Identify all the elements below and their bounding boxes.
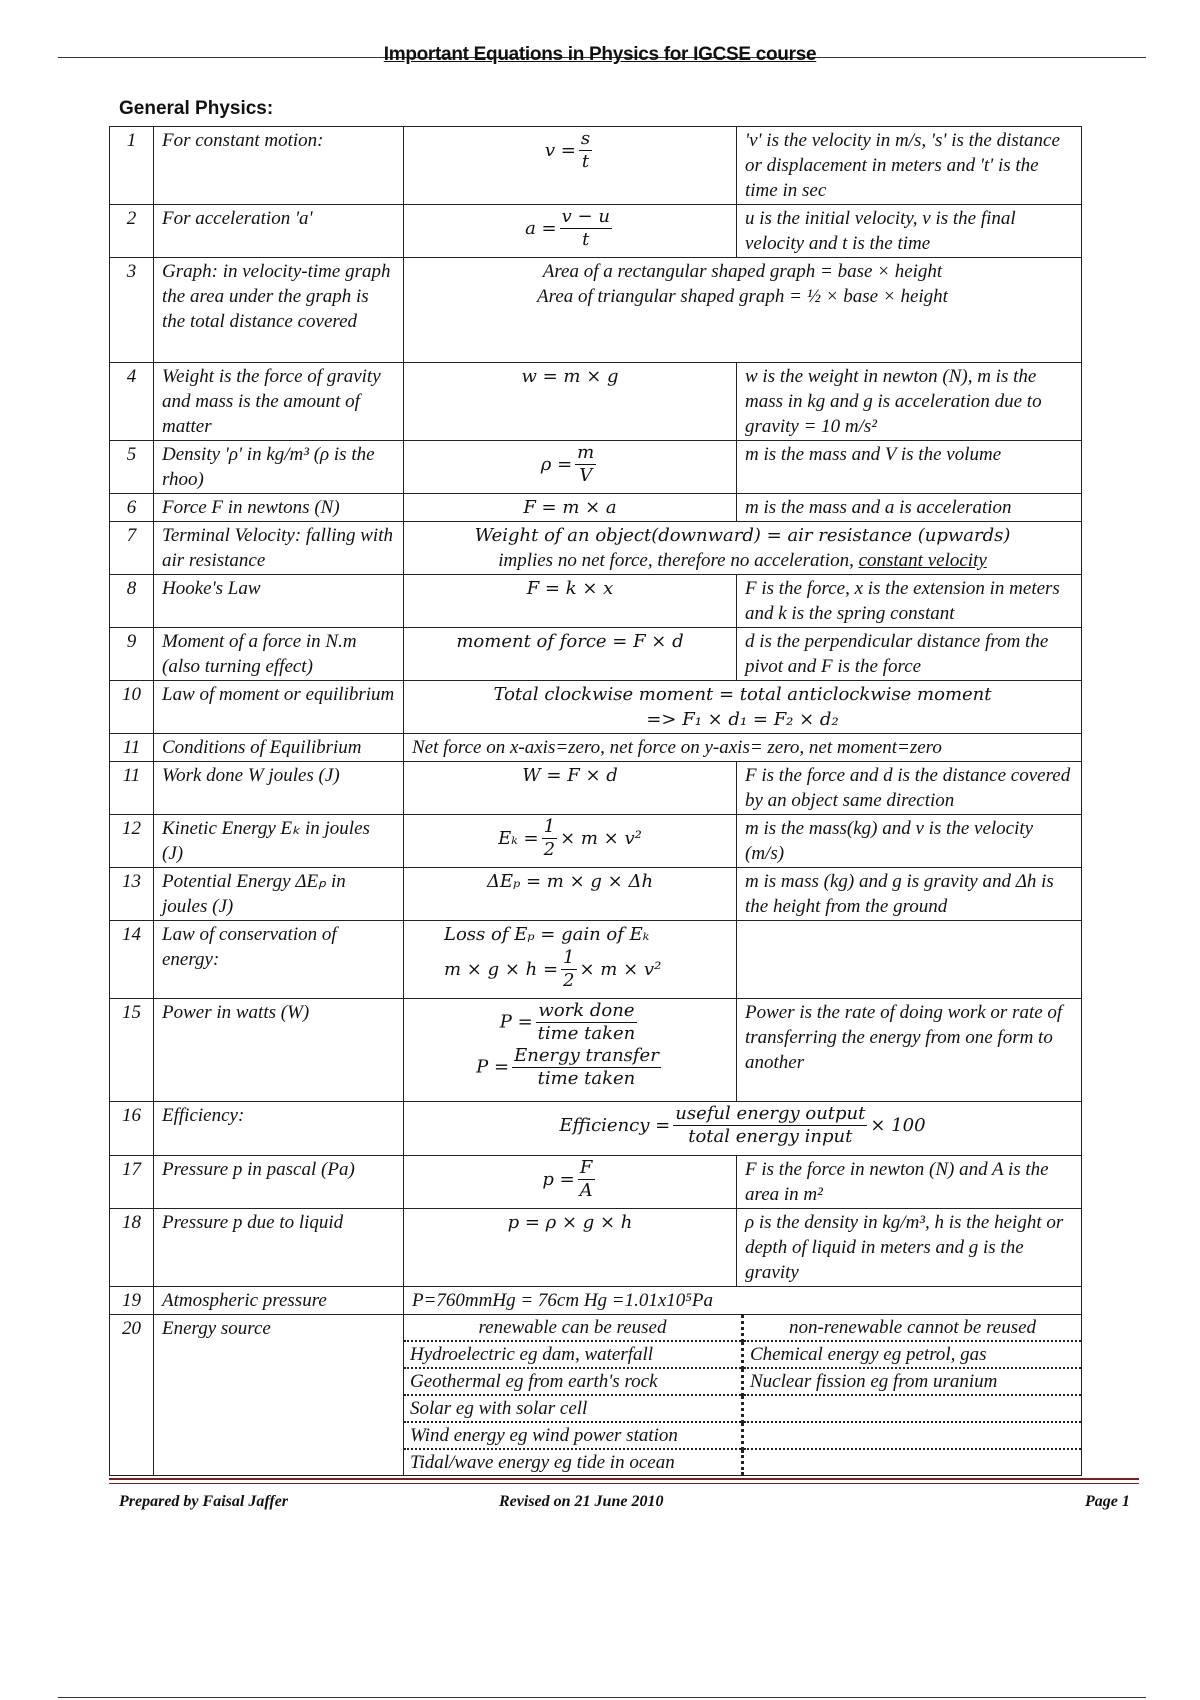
row-topic: Work done W joules (J) [154,762,404,815]
nonrenewable-item [743,1395,1082,1422]
row-number: 10 [110,681,154,734]
row-formula: Weight of an object(downward) = air resistance (upwards) implies no net force, therefore no acceleration, constant velocity [404,522,1082,575]
row-description: d is the perpendicular distance from the pivot and F is the force [737,628,1082,681]
row-description: Power is the rate of doing work or rate of transferring the energy from one form to another [737,999,1082,1102]
table-row [110,815,1082,868]
row-number: 8 [110,575,154,628]
row-number: 2 [110,205,154,258]
energy-source-cell [404,1315,1082,1476]
row-topic: Moment of a force in N.m (also turning effect) [154,628,404,681]
footer-revised: Revised on 21 June 2010 [499,1493,664,1510]
nonrenewable-item [743,1422,1082,1449]
table-row [110,363,1082,441]
row-number: 6 [110,494,154,522]
nonrenewable-item: Chemical energy eg petrol, gas [743,1341,1082,1368]
row-formula: P = $\frac{\text{work done}}{\text{time taken}}$ P = $\frac{\text{Energy transfer}}{\text{time taken}}$ [404,999,737,1102]
row-description: m is the mass and a is acceleration [737,494,1082,522]
row-formula: F = k × x [404,575,737,628]
table-row [110,1156,1082,1209]
row-number: 17 [110,1156,154,1209]
row-formula: W = F × d [404,762,737,815]
table-row [110,494,1082,522]
row-number: 1 [110,127,154,205]
row-formula: P=760mmHg = 76cm Hg =1.01x10⁵Pa [404,1287,1082,1315]
row-topic: For constant motion: [154,127,404,205]
list-item [404,1449,1081,1475]
footer-rule [109,1478,1139,1480]
equations-table [109,126,1082,1476]
row-topic: Terminal Velocity: falling with air resistance [154,522,404,575]
row-description: w is the weight in newton (N), m is the mass in kg and g is acceleration due to gravity = 10 m/s² [737,363,1082,441]
section-title: General Physics: [119,98,274,119]
row-formula: F = m × a [404,494,737,522]
row-formula: moment of force = F × d [404,628,737,681]
footer-rule [109,1483,1139,1484]
renewable-item: Tidal/wave energy eg tide in ocean [404,1449,743,1475]
nonrenewable-header: non-renewable cannot be reused [743,1315,1082,1341]
row-topic: Hooke's Law [154,575,404,628]
row-topic: Potential Energy ΔEₚ in joules (J) [154,868,404,921]
row-formula: Eₖ = $\frac{1}{2}$ × m × v² [404,815,737,868]
table-row [110,127,1082,205]
row-topic: Density 'ρ' in kg/m³ (ρ is the rhoo) [154,441,404,494]
row-formula: v = $\frac{s}{t}$ [404,127,737,205]
row-formula: p = $\frac{F}{A}$ [404,1156,737,1209]
row-formula: Efficiency = $\frac{\text{useful energy output}}{\text{total energy input}}$ × 100 [404,1102,1082,1156]
row-topic: Graph: in velocity-time graph the area under the graph is the total distance covered [154,258,404,363]
list-item [404,1422,1081,1449]
row-number: 15 [110,999,154,1102]
row-number: 14 [110,921,154,999]
renewable-header: renewable can be reused [404,1315,743,1341]
footer-author: Prepared by Faisal Jaffer [119,1493,289,1510]
row-number: 4 [110,363,154,441]
row-topic: Pressure p in pascal (Pa) [154,1156,404,1209]
row-description: F is the force, x is the extension in meters and k is the spring constant [737,575,1082,628]
table-row [110,1209,1082,1287]
table-row [110,522,1082,575]
document-title: Important Equations in Physics for IGCSE course [383,44,817,65]
table-row [110,1287,1082,1315]
row-number: 16 [110,1102,154,1156]
table-row [110,575,1082,628]
row-topic: Atmospheric pressure [154,1287,404,1315]
row-topic: Efficiency: [154,1102,404,1156]
table-row [110,628,1082,681]
renewable-item: Geothermal eg from earth's rock [404,1368,743,1395]
row-topic: Law of conservation of energy: [154,921,404,999]
row-number: 9 [110,628,154,681]
table-row [110,868,1082,921]
footer-page-number: Page 1 [1085,1493,1130,1510]
row-formula: Loss of Eₚ = gain of Eₖ m × g × h = $\frac{1}{2}$ × m × v² [404,921,737,999]
row-description: ρ is the density in kg/m³, h is the height or depth of liquid in meters and g is the gravity [737,1209,1082,1287]
row-topic: Pressure p due to liquid [154,1209,404,1287]
row-number: 5 [110,441,154,494]
table-row [110,205,1082,258]
renewable-item: Hydroelectric eg dam, waterfall [404,1341,743,1368]
row-formula: w = m × g [404,363,737,441]
row-description [737,921,1082,999]
row-formula: p = ρ × g × h [404,1209,737,1287]
list-item [404,1395,1081,1422]
row-number: 11 [110,762,154,815]
row-formula: ρ = $\frac{m}{V}$ [404,441,737,494]
row-topic: Conditions of Equilibrium [154,734,404,762]
energy-header-row [404,1315,1081,1341]
table-row [110,441,1082,494]
row-description: F is the force and d is the distance covered by an object same direction [737,762,1082,815]
row-number: 12 [110,815,154,868]
row-description: m is the mass and V is the volume [737,441,1082,494]
row-topic: Kinetic Energy Eₖ in joules (J) [154,815,404,868]
table-row [110,734,1082,762]
row-topic: Law of moment or equilibrium [154,681,404,734]
row-description: u is the initial velocity, v is the final velocity and t is the time [737,205,1082,258]
row-number: 7 [110,522,154,575]
list-item [404,1368,1081,1395]
renewable-item: Solar eg with solar cell [404,1395,743,1422]
row-number: 13 [110,868,154,921]
row-number: 11 [110,734,154,762]
row-number: 18 [110,1209,154,1287]
table-row [110,999,1082,1102]
table-row [110,1102,1082,1156]
energy-source-table [404,1315,1081,1475]
row-description: m is mass (kg) and g is gravity and Δh is the height from the ground [737,868,1082,921]
row-formula: Area of a rectangular shaped graph = base × height Area of triangular shaped graph = ½ × base × height [404,258,1082,363]
row-description: m is the mass(kg) and v is the velocity (m/s) [737,815,1082,868]
row-formula: Total clockwise moment = total anticlockwise moment => F₁ × d₁ = F₂ × d₂ [404,681,1082,734]
table-row [110,762,1082,815]
row-topic: For acceleration 'a' [154,205,404,258]
row-number: 20 [110,1315,154,1476]
bottom-rule [58,1697,1146,1698]
row-topic: Energy source [154,1315,404,1476]
nonrenewable-item: Nuclear fission eg from uranium [743,1368,1082,1395]
row-number: 3 [110,258,154,363]
row-topic: Power in watts (W) [154,999,404,1102]
renewable-item: Wind energy eg wind power station [404,1422,743,1449]
row-topic: Force F in newtons (N) [154,494,404,522]
row-description: F is the force in newton (N) and A is the area in m² [737,1156,1082,1209]
table-row [110,921,1082,999]
row-description: 'v' is the velocity in m/s, 's' is the distance or displacement in meters and 't' is the time in sec [737,127,1082,205]
row-formula: a = $\frac{v - u}{t}$ [404,205,737,258]
list-item [404,1341,1081,1368]
row-formula: Net force on x-axis=zero, net force on y-axis= zero, net moment=zero [404,734,1082,762]
row-number: 19 [110,1287,154,1315]
row-topic: Weight is the force of gravity and mass is the amount of matter [154,363,404,441]
table-row [110,258,1082,363]
row-formula: ΔEₚ = m × g × Δh [404,868,737,921]
nonrenewable-item [743,1449,1082,1475]
table-row [110,681,1082,734]
table-row [110,1315,1082,1476]
